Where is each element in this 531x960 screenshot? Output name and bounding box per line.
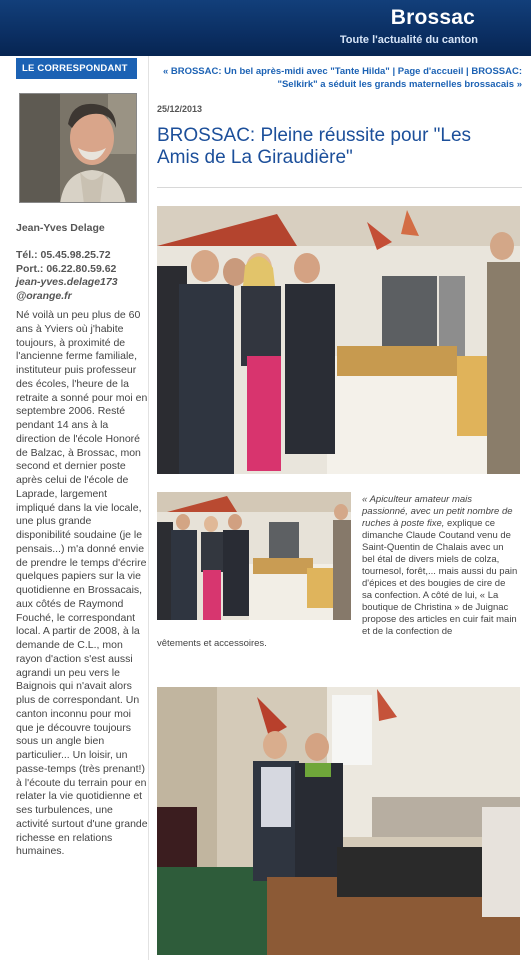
contact-info (16, 249, 141, 303)
caption-quote: « Apiculteur amateur mais passionné, avec un petit nombre de ruches à poste fixe, (362, 494, 513, 529)
site-header (0, 0, 531, 56)
article-photo-secondary[interactable] (157, 492, 351, 620)
sidebar (0, 56, 148, 960)
email-domain[interactable]: @orange.fr (16, 289, 72, 302)
author-name: Jean-Yves Delage (16, 222, 105, 234)
email-user[interactable]: jean-yves.delage173 (16, 276, 118, 288)
article-date: 25/12/2013 (157, 104, 203, 114)
correspondent-portrait (19, 93, 137, 203)
title-divider (157, 187, 522, 188)
article-title[interactable]: BROSSAC: Pleine réussite pour "Les Amis de La Giraudière" (157, 125, 472, 168)
author-bio: Né voilà un peu plus de 60 ans à Yviers où j'habite toujours, à proximité de l'ancienne ferme familiale, instituteur puis professeur des écoles, l'heure de la retraite a sonné pour moi en septembre 2006. Resté pendant 14 ans à la direction de l'école Honoré de Balzac, à Brossac, mon second et dernier poste après celui de l'école de Laprade, largement impliqué dans la vie locale, une plus grande disponibilité soudaine (je le pensais...) m'a donné envie de prendre le temps d'écrire quelques papiers sur la vie quotidienne en Brossacais, aux côtés de Raymond Fouché, le correspondant local. A partir de 2008, à la demande de C.L., mon rayon d'action s'est aussi agrandi un peu vers le Baignois qui n'avait alors plus de correspondant. Un canton inconnu pour moi que je découvre toujours sous un angle bien particulier... Un loisir, un passe-temps (très prenant!) à l'écoute du terrain pour en relater la vie quotidienne et ses turbulences, une activité surtout d'une grande richesse en relations humaines. (16, 309, 148, 858)
next-article-link[interactable]: BROSSAC: "Selkirk" a séduit les grands maternelles brossacais » (277, 66, 522, 90)
site-subtitle: Toute l'actualité du canton (339, 34, 478, 46)
article-navigation (156, 66, 522, 91)
article-photo-stand[interactable] (157, 687, 520, 955)
nav-separator: | (466, 66, 469, 77)
home-link[interactable]: Page d'accueil (397, 66, 464, 77)
caption-continuation: vêtements et accessoires. (157, 638, 267, 649)
prev-article-link[interactable]: « BROSSAC: Un bel après-midi avec "Tante Hilda" (162, 66, 390, 77)
article-photo-main[interactable] (157, 206, 520, 474)
phone-number: Tél.: 05.45.98.25.72 (16, 249, 111, 261)
mobile-number: Port.: 06.22.80.59.62 (16, 262, 117, 275)
nav-separator: | (392, 66, 396, 77)
sidebar-box-title: LE CORRESPONDANT (16, 58, 137, 79)
caption-text: explique ce dimanche Claude Coutand venu de Saint-Quentin de Chalais avec un bel étal de divers miels de colza, tournesol, forêt,... mais aussi du pain d'épices et des bougies de cire de sa confection. A côté de lui, « La boutique de Christina » de Juignac propose des articles en cuir fait main et de la confection de (362, 518, 518, 637)
site-title[interactable]: Brossac (390, 6, 475, 29)
photo-caption (362, 494, 518, 638)
